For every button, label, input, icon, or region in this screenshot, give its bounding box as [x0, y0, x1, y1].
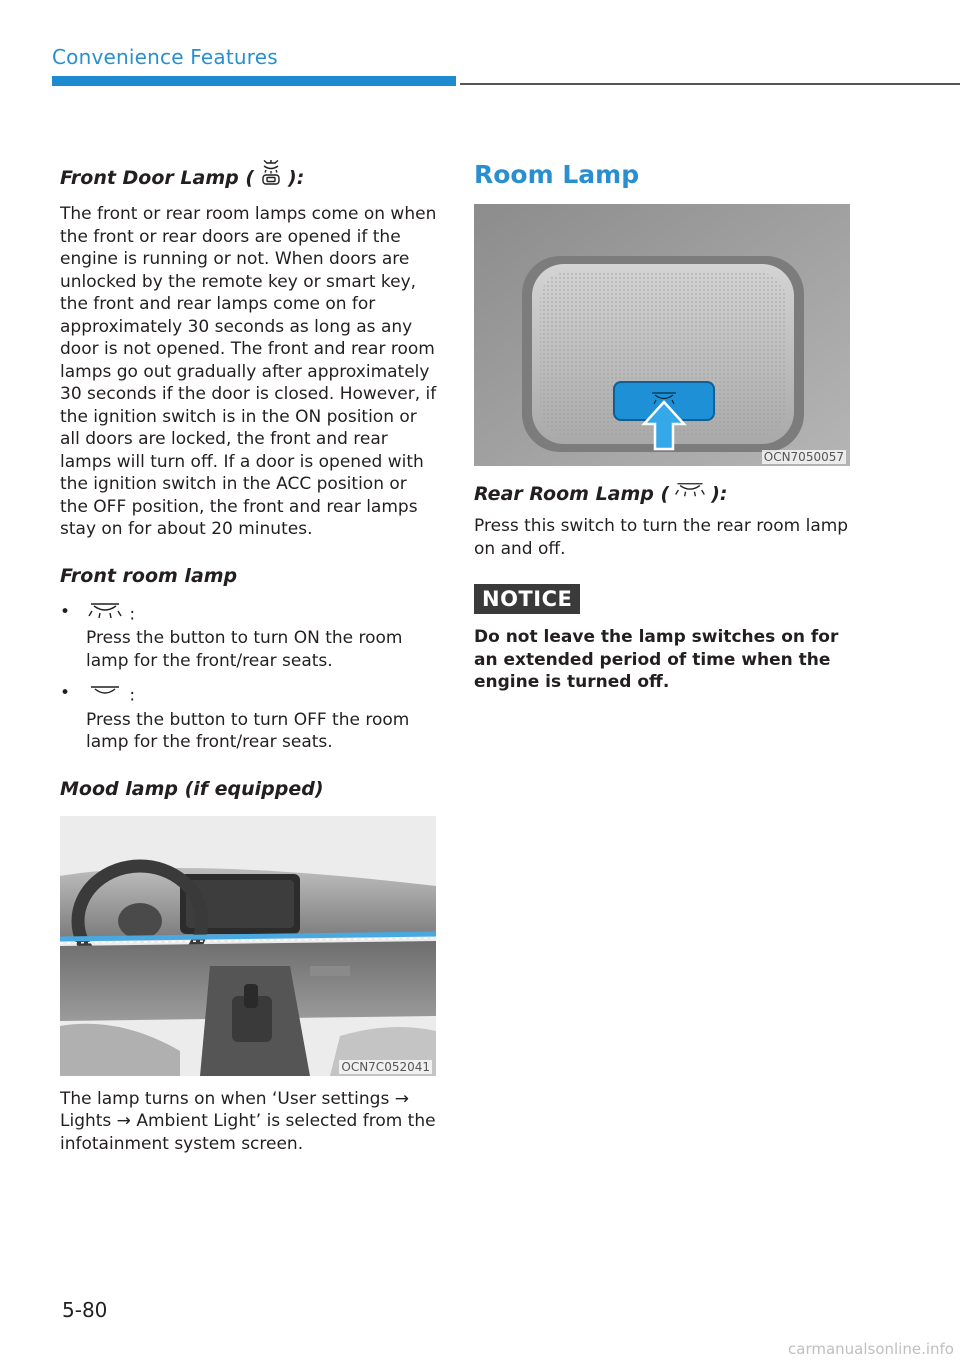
lamp-off-description: Press the button to turn OFF the room lamp for the front/rear seats.	[86, 709, 410, 752]
header-accent-bar	[52, 76, 456, 86]
front-room-lamp-heading: Front room lamp	[60, 564, 238, 587]
rear-room-lamp-title-prefix: Rear Room Lamp (	[474, 482, 670, 505]
front-door-lamp-body: The front or rear room lamps come on when the front or rear doors are opened if the engine is running or not. When doors are unlocked by the remote key or smart key, the front and rear lamps come on for approximately 30 seconds as long as any door is not opened. The front and rear room lamps go out gradually after approximately 30 seconds if the door is closed. However, if the ignition switch is in the ON position or all doors are locked, the front and rear lamps will turn off. If a door is opened with the ignition switch in the ACC position or the OFF position, the front and rear lamps stay on for about 20 minutes.	[60, 204, 437, 539]
left-column	[60, 160, 438, 1155]
lamp-on-icon	[86, 601, 124, 628]
list-item-lamp-off	[60, 682, 438, 754]
mood-lamp-body: The lamp turns on when ‘User settings → Lights → Ambient Light’ is selected from the infotainment system screen.	[60, 1088, 436, 1154]
notice-text: Do not leave the lamp switches on for an extended period of time when the engine is turned off.	[474, 627, 839, 692]
lamp-on-description: Press the button to turn ON the room lamp for the front/rear seats.	[86, 628, 403, 671]
page-number: 5-80	[62, 1298, 108, 1322]
bullet-dot: •	[60, 601, 71, 622]
rear-room-lamp-heading	[474, 480, 854, 507]
header-section-title: Convenience Features	[52, 45, 278, 69]
colon: :	[129, 685, 136, 706]
front-door-lamp-heading	[60, 160, 438, 195]
lamp-off-icon	[86, 682, 124, 709]
room-lamp-figure	[474, 204, 850, 466]
front-door-lamp-title-prefix: Front Door Lamp (	[60, 166, 255, 189]
header-divider-line	[460, 83, 960, 85]
bullet-dot: •	[60, 683, 71, 703]
list-item-lamp-on	[60, 601, 438, 673]
notice-badge: NOTICE	[474, 584, 580, 614]
right-column	[474, 160, 854, 694]
rear-room-lamp-body: Press this switch to turn the rear room lamp on and off.	[474, 516, 849, 559]
room-lamp-illustration	[474, 204, 850, 466]
front-door-lamp-title-suffix: ):	[288, 166, 305, 189]
colon: :	[129, 603, 136, 624]
watermark: carmanualsonline.info	[788, 1340, 954, 1358]
room-lamp-title: Room Lamp	[474, 160, 640, 189]
door-lamp-icon	[258, 160, 284, 195]
lamp-on-icon	[673, 480, 707, 507]
figure-code: OCN7C052041	[341, 1059, 430, 1074]
rear-room-lamp-title-suffix: ):	[711, 482, 728, 505]
dashboard-illustration	[60, 816, 436, 1076]
mood-lamp-heading: Mood lamp (if equipped)	[60, 777, 324, 800]
figure-code: OCN7050057	[763, 450, 844, 464]
mood-lamp-figure	[60, 816, 436, 1076]
